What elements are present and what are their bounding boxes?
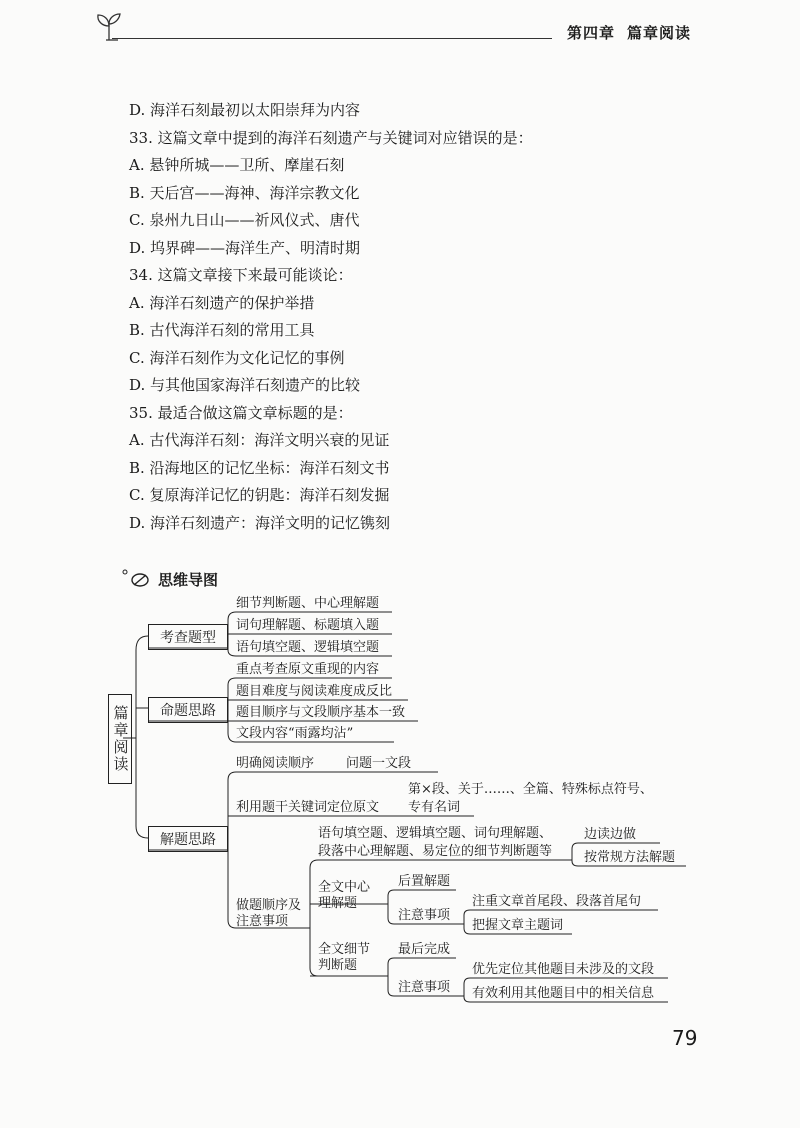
mindmap-leaf: 题目难度与阅读难度成反比 (236, 684, 393, 699)
mindmap-leaf: 段落中心理解题、易定位的细节判断题等 (318, 844, 553, 859)
question-line: B. 古代海洋石刻的常用工具 (129, 321, 315, 339)
mindmap-leaf: 判断题 (318, 958, 358, 973)
mindmap-leaf: 题目顺序与文段顺序基本一致 (236, 705, 406, 720)
question-line: A. 海洋石刻遗产的保护举措 (129, 293, 315, 312)
mindmap-leaf: 最后完成 (398, 942, 451, 957)
mindmap-leaf: 优先定位其他题目未涉及的文段 (472, 962, 655, 977)
question-line: D. 海洋石刻遗产：海洋文明的记忆镌刻 (129, 513, 391, 532)
question-line: A. 古代海洋石刻：海洋文明兴衰的见证 (129, 431, 390, 449)
question-line: D. 与其他国家海洋石刻遗产的比较 (129, 376, 361, 394)
question-list (129, 97, 729, 537)
question-line: C. 复原海洋记忆的钥匙：海洋石刻发掘 (129, 486, 390, 504)
mindmap-leaf: 利用题干关键词定位原文 (236, 800, 380, 815)
mindmap-leaf: 做题顺序及 (236, 898, 302, 913)
mindmap-leaf: 注重文章首尾段、段落首尾句 (472, 894, 642, 909)
mindmap-leaf: 细节判断题、中心理解题 (236, 596, 380, 611)
mindmap-leaf: 有效利用其他题目中的相关信息 (472, 986, 655, 1001)
question-line: C. 海洋石刻作为文化记忆的事例 (129, 348, 345, 367)
mindmap-leaf: 全文细节 (318, 942, 371, 957)
mindmap-leaf: 语句填空题、逻辑填空题 (236, 640, 380, 655)
mindmap-leaf: 第×段、关于……、全篇、特殊标点符号、 (408, 782, 653, 797)
mindmap-root: 篇章阅读 (108, 694, 132, 784)
question-line: 34. 这篇文章接下来最可能谈论： (129, 266, 353, 284)
mindmap-icon (118, 568, 158, 590)
branch-question-types: 考查题型 (148, 624, 228, 650)
branch-solving-ideas: 解题思路 (148, 826, 228, 852)
mindmap-leaf: 注意事项 (398, 908, 451, 923)
mindmap-leaf: 明确阅读顺序 (236, 756, 315, 771)
mindmap-leaf: 理解题 (318, 896, 358, 911)
header-rule (112, 38, 552, 39)
mindmap-leaf: 文段内容“雨露均沾” (236, 726, 354, 741)
mindmap-leaf: 边读边做 (584, 827, 637, 842)
question-line: A. 悬钟所城——卫所、摩崖石刻 (129, 156, 345, 174)
branch-design-ideas: 命题思路 (148, 697, 228, 723)
mindmap-leaf: 注意事项 (398, 980, 451, 995)
mindmap-leaf: 把握文章主题词 (472, 918, 564, 933)
mindmap-leaf: 词句理解题、标题填入题 (236, 618, 380, 633)
question-line: B. 天后宫——海神、海洋宗教文化 (129, 183, 360, 202)
mindmap-leaf: 语句填空题、逻辑填空题、词句理解题、 (318, 826, 553, 841)
mindmap-leaf: 后置解题 (398, 874, 451, 889)
chapter-section: 篇章阅读 (627, 24, 692, 42)
mindmap-leaf: 注意事项 (236, 914, 289, 929)
question-line: C. 泉州九日山——祈风仪式、唐代 (129, 211, 360, 229)
mindmap-leaf: 全文中心 (318, 880, 371, 895)
page-number: 79 (672, 1026, 698, 1050)
mindmap-leaf: 按常规方法解题 (584, 850, 676, 865)
mindmap-title: 思维导图 (158, 571, 219, 589)
question-line: 33. 这篇文章中提到的海洋石刻遗产与关键词对应错误的是： (129, 128, 533, 147)
mindmap-leaf: 问题一文段 (346, 756, 412, 771)
question-line: 35. 最适合做这篇文章标题的是： (129, 403, 353, 422)
question-line: D. 海洋石刻最初以太阳崇拜为内容 (129, 101, 361, 119)
mindmap-leaf: 重点考查原文重现的内容 (236, 662, 380, 677)
mindmap-leaf: 专有名词 (408, 800, 461, 815)
question-line: D. 坞界碑——海洋生产、明清时期 (129, 238, 361, 257)
chapter-number: 第四章 (567, 24, 616, 42)
chapter-header (567, 22, 703, 43)
question-line: B. 沿海地区的记忆坐标：海洋石刻文书 (129, 458, 390, 477)
